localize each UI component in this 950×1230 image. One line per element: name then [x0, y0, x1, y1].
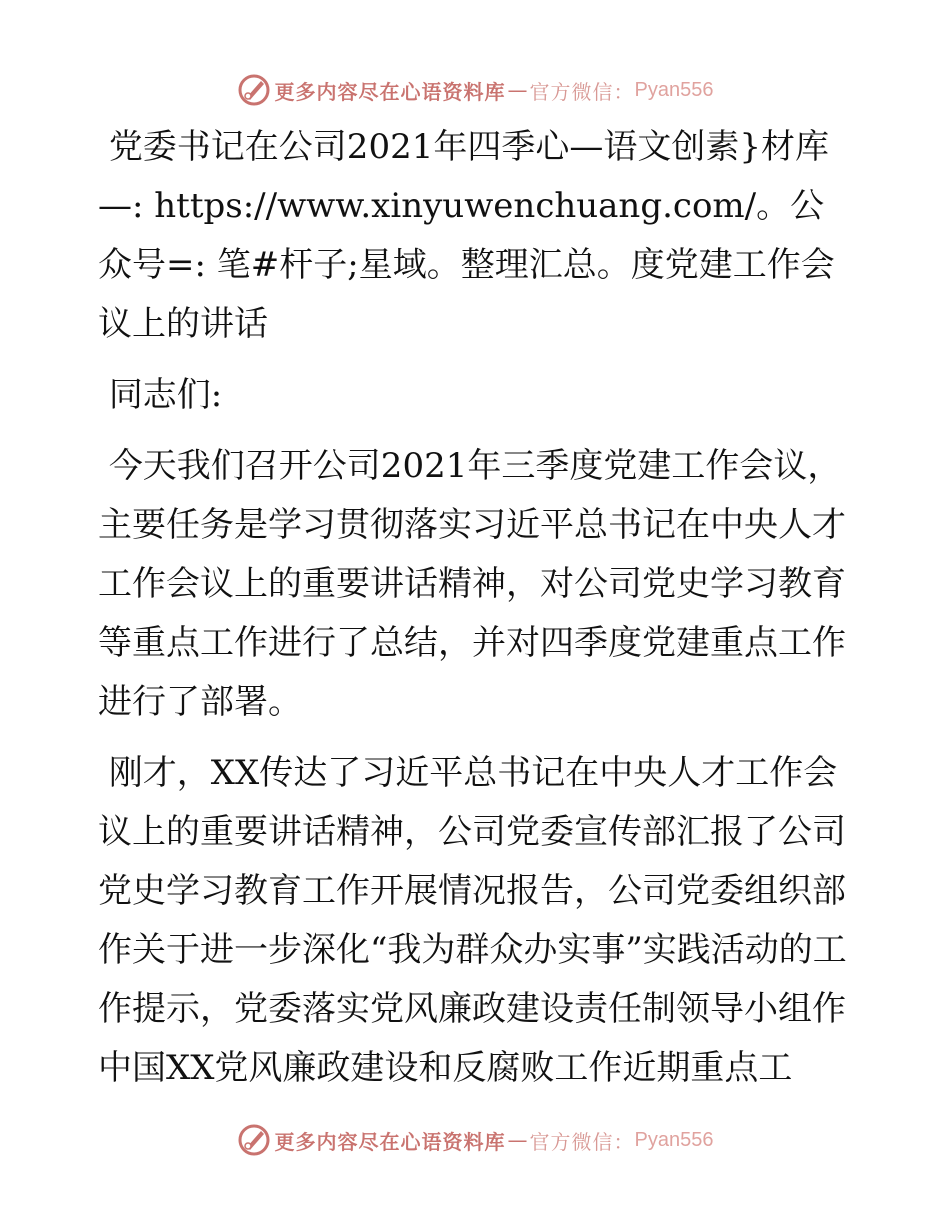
banner-text: 更多内容尽在心语资料库	[274, 79, 506, 104]
banner-wechat-label: 官方微信：	[529, 79, 635, 104]
body-paragraph-1: 今天我们召开公司2021年三季度党建工作会议，主要任务是学习贯彻落实习近平总书记在中央人才工作会议上的重要讲话精神，对公司党史学习教育等重点工作进行了总结，并对四季度党建重点工作进行了部署。	[98, 446, 846, 722]
banner-account: Pyan556	[634, 1128, 714, 1151]
banner-wechat-label: 官方微信：	[529, 1129, 635, 1154]
footer-watermark	[0, 1120, 950, 1160]
banner-account: Pyan556	[634, 78, 714, 101]
banner-text: 更多内容尽在心语资料库	[274, 1129, 506, 1154]
banner-dash: —	[507, 1128, 528, 1152]
pen-logo-icon	[237, 1123, 271, 1157]
pen-logo-icon	[237, 73, 271, 107]
banner-dash: —	[507, 78, 528, 102]
title-paragraph: 党委书记在公司2021年四季心—语文创素}材库—: https://www.xinyuwenchuang.com/。公众号=: 笔#杆子;星域。整理汇总。度党建工作会议上的讲话	[98, 127, 835, 344]
document-body	[98, 118, 858, 1110]
body-paragraph-2: 刚才，XX传达了习近平总书记在中央人才工作会议上的重要讲话精神，公司党委宣传部汇报了公司党史学习教育工作开展情况报告，公司党委组织部作关于进一步深化“我为群众办实事”实践活动的工作提示，党委落实党风廉政建设责任制领导小组作中国XX党风廉政建设和反腐败工作近期重点工	[98, 753, 847, 1088]
header-watermark	[0, 70, 950, 110]
salutation: 同志们:	[98, 375, 223, 415]
